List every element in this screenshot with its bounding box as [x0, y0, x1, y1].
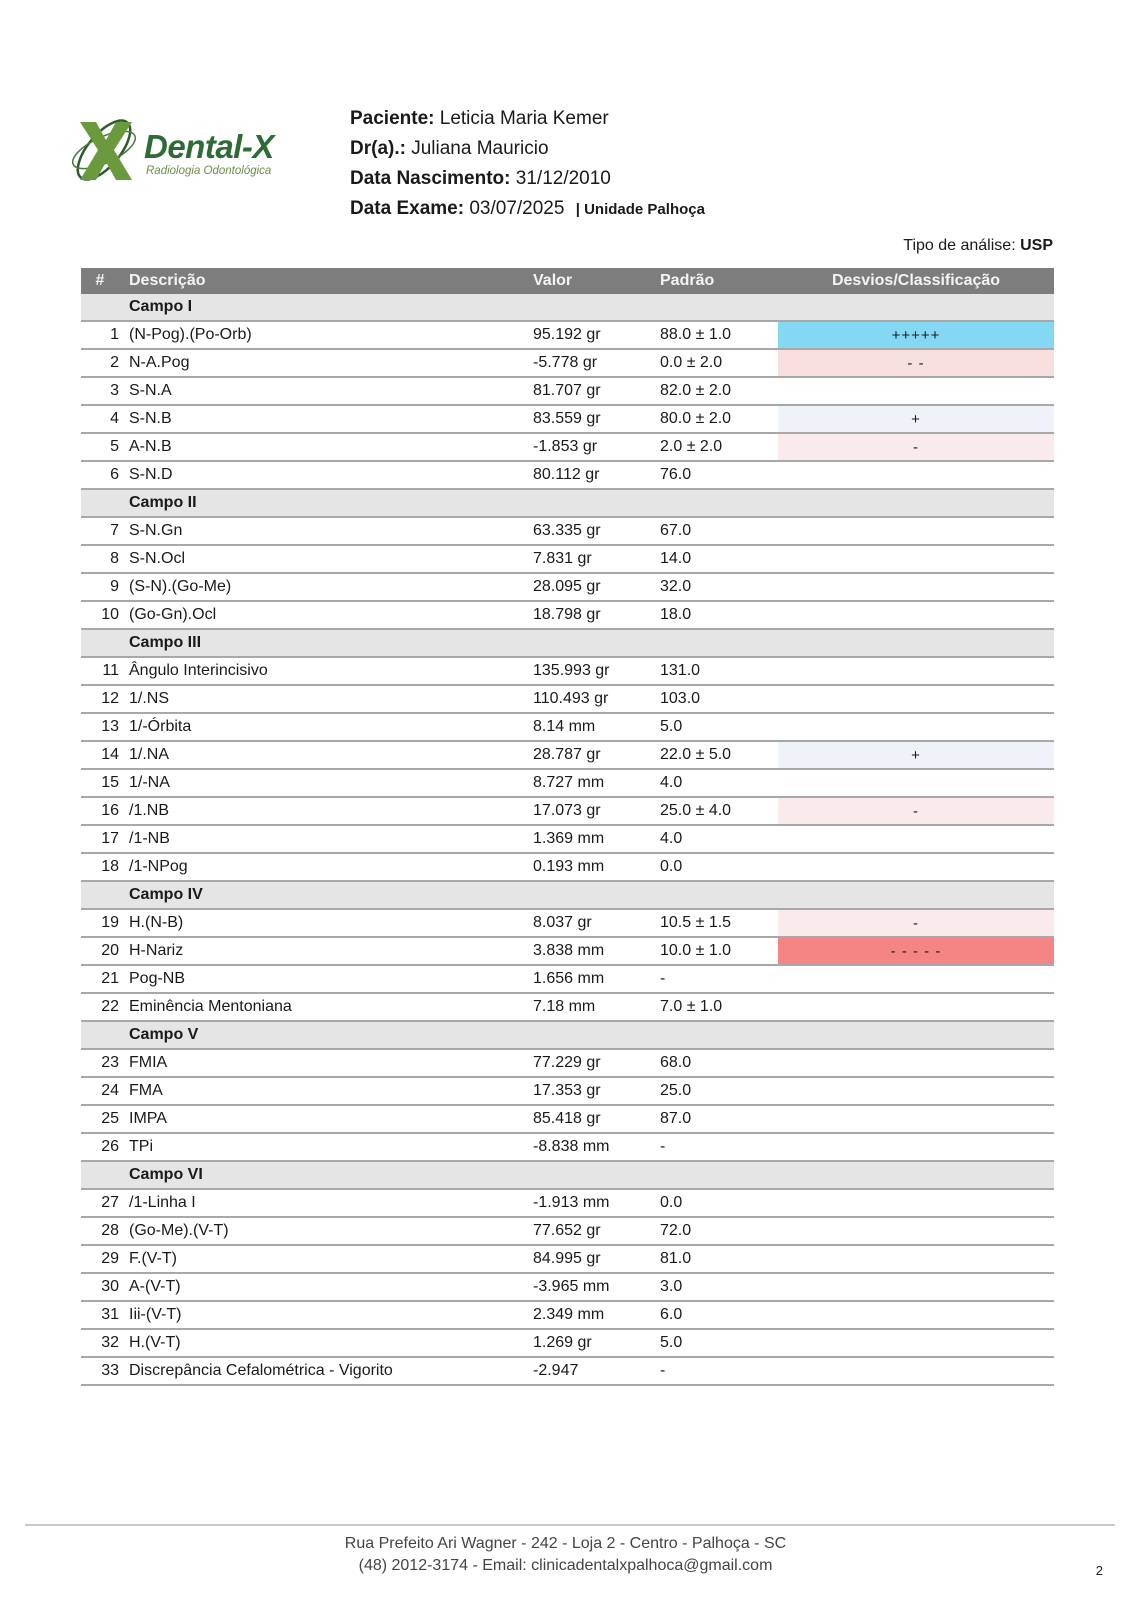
row-description: S-N.Gn: [119, 517, 533, 545]
row-standard: 4.0: [660, 769, 778, 797]
table-row: [81, 993, 1054, 1021]
row-deviation: [778, 601, 1054, 629]
row-deviation: - -: [778, 349, 1054, 377]
row-number-text: 14: [101, 746, 119, 763]
table-row: [81, 461, 1054, 489]
row-standard: 103.0: [660, 685, 778, 713]
row-value: 83.559 gr: [533, 405, 660, 433]
row-number-text: 1: [110, 326, 119, 343]
row-number-text: 17: [101, 830, 119, 847]
row-description: H-Nariz: [119, 937, 533, 965]
row-number: [81, 685, 119, 713]
table-row: [81, 685, 1054, 713]
table-row: [81, 769, 1054, 797]
row-number: [81, 1329, 119, 1357]
row-number-text: 20: [101, 942, 119, 959]
row-number-text: 26: [101, 1138, 119, 1155]
row-value: -2.947: [533, 1357, 660, 1385]
row-description: (S-N).(Go-Me): [119, 573, 533, 601]
row-number: [81, 517, 119, 545]
group-spacer: [81, 1161, 119, 1189]
group-title: Campo I: [119, 294, 533, 321]
row-standard: 4.0: [660, 825, 778, 853]
row-deviation: [778, 517, 1054, 545]
row-number: [81, 601, 119, 629]
row-number: [81, 797, 119, 825]
footer-divider: [25, 1524, 1115, 1526]
row-standard: -: [660, 965, 778, 993]
row-description: S-N.Ocl: [119, 545, 533, 573]
row-number: [81, 1357, 119, 1385]
row-number: [81, 965, 119, 993]
table-body: [81, 294, 1054, 1385]
row-deviation: [778, 1217, 1054, 1245]
row-value: 8.037 gr: [533, 909, 660, 937]
row-number: [81, 741, 119, 769]
row-number-text: 29: [101, 1250, 119, 1267]
birth-date-row: [350, 164, 705, 194]
row-number: [81, 937, 119, 965]
row-deviation: -: [778, 433, 1054, 461]
row-deviation: +: [778, 405, 1054, 433]
table-row: [81, 713, 1054, 741]
group-filler: [533, 1161, 1054, 1189]
table-row: [81, 349, 1054, 377]
table-row: [81, 601, 1054, 629]
row-description: S-N.D: [119, 461, 533, 489]
table-row: [81, 825, 1054, 853]
group-filler: [533, 629, 1054, 657]
row-number-text: 15: [101, 774, 119, 791]
row-standard: 10.0 ± 1.0: [660, 937, 778, 965]
table-row: [81, 909, 1054, 937]
birth-date-label: Data Nascimento:: [350, 168, 511, 189]
row-description: /1-Linha I: [119, 1189, 533, 1217]
row-deviation: -: [778, 909, 1054, 937]
row-standard: 0.0: [660, 853, 778, 881]
group-spacer: [81, 489, 119, 517]
row-deviation: [778, 825, 1054, 853]
row-number: [81, 1049, 119, 1077]
footer-contact: (48) 2012-3174 - Email: clinicadentalxpalhoca@gmail.com: [358, 1557, 773, 1574]
header-description: Descrição: [119, 268, 533, 294]
row-number: [81, 853, 119, 881]
table-row: [81, 657, 1054, 685]
row-number-text: 33: [101, 1362, 119, 1379]
header-value: Valor: [533, 268, 660, 294]
table-row: [81, 377, 1054, 405]
row-deviation: [778, 1189, 1054, 1217]
row-number: [81, 321, 119, 349]
row-deviation: [778, 1245, 1054, 1273]
patient-name-row: [350, 104, 705, 134]
row-description: /1.NB: [119, 797, 533, 825]
row-value: 63.335 gr: [533, 517, 660, 545]
row-standard: -: [660, 1357, 778, 1385]
group-spacer: [81, 294, 119, 321]
row-description: 1/.NA: [119, 741, 533, 769]
row-standard: 25.0 ± 4.0: [660, 797, 778, 825]
row-description: (Go-Gn).Ocl: [119, 601, 533, 629]
row-value: -5.778 gr: [533, 349, 660, 377]
row-number-text: 4: [110, 410, 119, 427]
header-deviation: Desvios/Classificação: [778, 268, 1054, 294]
row-deviation: [778, 1329, 1054, 1357]
row-description: IMPA: [119, 1105, 533, 1133]
row-standard: 32.0: [660, 573, 778, 601]
row-value: 135.993 gr: [533, 657, 660, 685]
row-number-text: 19: [101, 914, 119, 931]
row-number: [81, 461, 119, 489]
row-description: /1-NB: [119, 825, 533, 853]
row-description: 1/-Órbita: [119, 713, 533, 741]
row-deviation: - - - - -: [778, 937, 1054, 965]
row-deviation: [778, 461, 1054, 489]
group-title: Campo IV: [119, 881, 533, 909]
patient-info: [350, 104, 705, 225]
row-deviation: [778, 1133, 1054, 1161]
row-standard: 76.0: [660, 461, 778, 489]
patient-name-label: Paciente:: [350, 108, 435, 129]
row-number: [81, 1245, 119, 1273]
row-value: 3.838 mm: [533, 937, 660, 965]
group-title: Campo II: [119, 489, 533, 517]
row-number-text: 6: [110, 466, 119, 483]
row-value: 2.349 mm: [533, 1301, 660, 1329]
x-logo-icon: [66, 110, 142, 190]
group-title: Campo III: [119, 629, 533, 657]
row-number: [81, 349, 119, 377]
group-spacer: [81, 1021, 119, 1049]
row-standard: 10.5 ± 1.5: [660, 909, 778, 937]
table-row: [81, 321, 1054, 349]
row-number-text: 13: [101, 718, 119, 735]
row-number-text: 31: [101, 1306, 119, 1323]
row-number-text: 18: [101, 858, 119, 875]
row-deviation: [778, 573, 1054, 601]
row-number: [81, 405, 119, 433]
table-row: [81, 517, 1054, 545]
row-description: /1-NPog: [119, 853, 533, 881]
row-value: 77.229 gr: [533, 1049, 660, 1077]
table-row: [81, 1077, 1054, 1105]
table-row: [81, 1133, 1054, 1161]
analysis-type: [903, 237, 1053, 255]
group-title: Campo V: [119, 1021, 533, 1049]
row-value: -3.965 mm: [533, 1273, 660, 1301]
footer: [0, 1533, 1131, 1577]
exam-date: 03/07/2025: [469, 198, 565, 219]
table-row: [81, 545, 1054, 573]
table-row: [81, 573, 1054, 601]
row-value: 0.193 mm: [533, 853, 660, 881]
doctor-label: Dr(a).:: [350, 138, 406, 159]
row-number: [81, 1217, 119, 1245]
table-header-row: [81, 268, 1054, 294]
row-standard: 5.0: [660, 1329, 778, 1357]
row-number-text: 9: [110, 578, 119, 595]
row-value: 8.727 mm: [533, 769, 660, 797]
clinic-logo: [66, 110, 316, 190]
row-standard: 3.0: [660, 1273, 778, 1301]
row-value: 17.353 gr: [533, 1077, 660, 1105]
row-deviation: +++++: [778, 321, 1054, 349]
row-number: [81, 433, 119, 461]
table-row: [81, 1217, 1054, 1245]
row-standard: 87.0: [660, 1105, 778, 1133]
row-description: S-N.B: [119, 405, 533, 433]
row-description: Pog-NB: [119, 965, 533, 993]
row-number-text: 32: [101, 1334, 119, 1351]
row-description: A-(V-T): [119, 1273, 533, 1301]
row-number-text: 16: [101, 802, 119, 819]
row-deviation: [778, 713, 1054, 741]
row-number-text: 21: [101, 970, 119, 987]
group-spacer: [81, 629, 119, 657]
table-row: [81, 1301, 1054, 1329]
row-deviation: [778, 685, 1054, 713]
row-number: [81, 1273, 119, 1301]
row-description: Eminência Mentoniana: [119, 993, 533, 1021]
row-number: [81, 769, 119, 797]
row-standard: -: [660, 1133, 778, 1161]
analysis-type-value: USP: [1020, 237, 1053, 254]
group-row: [81, 629, 1054, 657]
table-row: [81, 405, 1054, 433]
row-deviation: [778, 965, 1054, 993]
table-row: [81, 1049, 1054, 1077]
row-description: (Go-Me).(V-T): [119, 1217, 533, 1245]
row-description: FMIA: [119, 1049, 533, 1077]
row-number-text: 22: [101, 998, 119, 1015]
row-deviation: [778, 1273, 1054, 1301]
table-row: [81, 741, 1054, 769]
row-standard: 82.0 ± 2.0: [660, 377, 778, 405]
table-row: [81, 433, 1054, 461]
group-spacer: [81, 881, 119, 909]
row-description: 1/.NS: [119, 685, 533, 713]
row-description: F.(V-T): [119, 1245, 533, 1273]
row-number: [81, 1133, 119, 1161]
row-deviation: [778, 1077, 1054, 1105]
row-standard: 5.0: [660, 713, 778, 741]
birth-date: 31/12/2010: [515, 168, 611, 189]
row-number-text: 12: [101, 690, 119, 707]
row-number: [81, 1105, 119, 1133]
row-description: Ângulo Interincisivo: [119, 657, 533, 685]
row-number: [81, 657, 119, 685]
table-row: [81, 1329, 1054, 1357]
row-standard: 80.0 ± 2.0: [660, 405, 778, 433]
row-number-text: 24: [101, 1082, 119, 1099]
analysis-type-label: Tipo de análise:: [903, 237, 1016, 254]
row-value: 95.192 gr: [533, 321, 660, 349]
row-deviation: [778, 657, 1054, 685]
row-description: N-A.Pog: [119, 349, 533, 377]
row-standard: 68.0: [660, 1049, 778, 1077]
row-standard: 2.0 ± 2.0: [660, 433, 778, 461]
row-description: FMA: [119, 1077, 533, 1105]
row-description: Iii-(V-T): [119, 1301, 533, 1329]
cephalometric-results-table: [81, 268, 1054, 1386]
table-row: [81, 1273, 1054, 1301]
row-description: S-N.A: [119, 377, 533, 405]
row-value: 7.831 gr: [533, 545, 660, 573]
group-row: [81, 1021, 1054, 1049]
row-number-text: 5: [110, 438, 119, 455]
group-title: Campo VI: [119, 1161, 533, 1189]
table-row: [81, 1245, 1054, 1273]
row-value: -1.853 gr: [533, 433, 660, 461]
row-value: 28.787 gr: [533, 741, 660, 769]
doctor-row: [350, 134, 705, 164]
exam-date-label: Data Exame:: [350, 198, 465, 219]
row-number-text: 10: [101, 606, 119, 623]
row-description: H.(N-B): [119, 909, 533, 937]
row-number: [81, 993, 119, 1021]
row-deviation: -: [778, 797, 1054, 825]
exam-date-row: [350, 194, 705, 225]
row-deviation: [778, 769, 1054, 797]
row-number-text: 2: [110, 354, 119, 371]
row-number: [81, 1077, 119, 1105]
row-standard: 25.0: [660, 1077, 778, 1105]
row-value: 80.112 gr: [533, 461, 660, 489]
row-standard: 131.0: [660, 657, 778, 685]
group-row: [81, 294, 1054, 321]
patient-name: Leticia Maria Kemer: [439, 108, 609, 129]
row-description: TPi: [119, 1133, 533, 1161]
group-filler: [533, 881, 1054, 909]
row-deviation: [778, 545, 1054, 573]
table-row: [81, 853, 1054, 881]
row-deviation: [778, 1049, 1054, 1077]
group-filler: [533, 489, 1054, 517]
table-row: [81, 965, 1054, 993]
header-standard: Padrão: [660, 268, 778, 294]
row-standard: 18.0: [660, 601, 778, 629]
row-standard: 22.0 ± 5.0: [660, 741, 778, 769]
row-standard: 81.0: [660, 1245, 778, 1273]
row-deviation: [778, 377, 1054, 405]
row-description: A-N.B: [119, 433, 533, 461]
row-standard: 67.0: [660, 517, 778, 545]
row-number-text: 3: [110, 382, 119, 399]
row-standard: 7.0 ± 1.0: [660, 993, 778, 1021]
row-value: 17.073 gr: [533, 797, 660, 825]
row-value: 85.418 gr: [533, 1105, 660, 1133]
logo-title: Dental-X: [144, 128, 274, 165]
row-number: [81, 573, 119, 601]
header-number: #: [81, 268, 119, 294]
row-value: 28.095 gr: [533, 573, 660, 601]
row-standard: 0.0: [660, 1189, 778, 1217]
row-description: (N-Pog).(Po-Orb): [119, 321, 533, 349]
row-number: [81, 545, 119, 573]
row-description: H.(V-T): [119, 1329, 533, 1357]
row-description: 1/-NA: [119, 769, 533, 797]
row-value: 77.652 gr: [533, 1217, 660, 1245]
group-row: [81, 489, 1054, 517]
row-number: [81, 1301, 119, 1329]
row-value: 18.798 gr: [533, 601, 660, 629]
row-value: 110.493 gr: [533, 685, 660, 713]
row-number: [81, 909, 119, 937]
row-number-text: 30: [101, 1278, 119, 1295]
row-value: -1.913 mm: [533, 1189, 660, 1217]
row-number-text: 25: [101, 1110, 119, 1127]
row-number-text: 11: [102, 662, 119, 679]
row-number-text: 8: [110, 550, 119, 567]
group-row: [81, 881, 1054, 909]
doctor-name: Juliana Mauricio: [411, 138, 549, 159]
row-standard: 6.0: [660, 1301, 778, 1329]
row-value: 84.995 gr: [533, 1245, 660, 1273]
group-row: [81, 1161, 1054, 1189]
row-number-text: 23: [101, 1054, 119, 1071]
table-row: [81, 1105, 1054, 1133]
footer-address: Rua Prefeito Ari Wagner - 242 - Loja 2 - Centro - Palhoça - SC: [344, 1535, 787, 1552]
row-number: [81, 825, 119, 853]
table-row: [81, 937, 1054, 965]
row-deviation: [778, 853, 1054, 881]
row-deviation: [778, 993, 1054, 1021]
table-row: [81, 797, 1054, 825]
row-value: 1.369 mm: [533, 825, 660, 853]
row-value: 7.18 mm: [533, 993, 660, 1021]
row-value: 1.656 mm: [533, 965, 660, 993]
row-value: 81.707 gr: [533, 377, 660, 405]
clinic-unit: | Unidade Palhoça: [575, 201, 705, 218]
row-value: 1.269 gr: [533, 1329, 660, 1357]
row-standard: 88.0 ± 1.0: [660, 321, 778, 349]
row-value: 8.14 mm: [533, 713, 660, 741]
row-number: [81, 377, 119, 405]
row-number-text: 27: [101, 1194, 119, 1211]
row-standard: 0.0 ± 2.0: [660, 349, 778, 377]
row-value: -8.838 mm: [533, 1133, 660, 1161]
group-filler: [533, 294, 1054, 321]
table-row: [81, 1357, 1054, 1385]
row-deviation: [778, 1301, 1054, 1329]
table-row: [81, 1189, 1054, 1217]
row-number: [81, 713, 119, 741]
row-standard: 14.0: [660, 545, 778, 573]
row-description: Discrepância Cefalométrica - Vigorito: [119, 1357, 533, 1385]
row-number-text: 7: [110, 522, 119, 539]
row-deviation: +: [778, 741, 1054, 769]
page-number: 2: [1095, 1563, 1103, 1578]
group-filler: [533, 1021, 1054, 1049]
logo-subtitle: Radiologia Odontológica: [146, 165, 272, 177]
row-number-text: 28: [101, 1222, 119, 1239]
row-number: [81, 1189, 119, 1217]
row-deviation: [778, 1105, 1054, 1133]
row-deviation: [778, 1357, 1054, 1385]
row-standard: 72.0: [660, 1217, 778, 1245]
